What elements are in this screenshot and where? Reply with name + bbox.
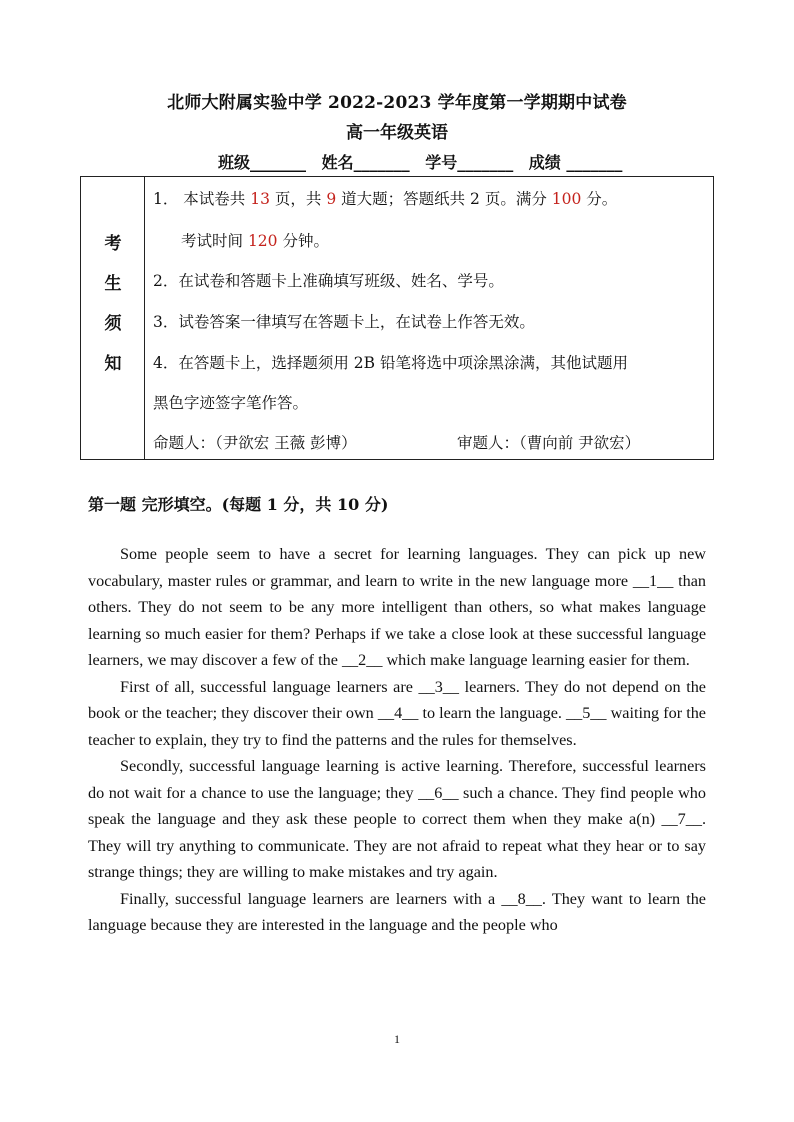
- exam-subtitle: 高一年级英语: [346, 123, 448, 143]
- page-title: 北师大附属实验中学 2022-2023 学年度第一学期期中试卷: [167, 93, 627, 113]
- notice-label-char: 考: [104, 234, 122, 254]
- student-id-field: 学号_______: [425, 153, 514, 172]
- exam-duration: 120: [247, 232, 278, 250]
- page-number: 1: [394, 1032, 400, 1046]
- notice-label-char: 须: [104, 314, 122, 334]
- notice-authors: 命题人：（尹欲宏 王薇 彭博）: [153, 434, 357, 452]
- notice-item-1-cont: 考试时间 120 分钟。: [181, 232, 329, 250]
- cloze-passage: [88, 541, 706, 939]
- notice-item-3: 3．试卷答案一律填写在答题卡上，在试卷上作答无效。: [153, 313, 535, 331]
- passage-paragraph: Finally, successful language learners are learners with a __8__. They want to learn the language because they are interested in the language and the people who: [88, 889, 706, 934]
- name-field: 姓名_______: [321, 153, 410, 172]
- page-count: 13: [250, 190, 270, 208]
- notice-label-char: 知: [104, 354, 122, 374]
- notice-item-1: 1． 本试卷共 13 页，共 9 道大题；答题纸共 2 页。满分 100 分。: [153, 190, 618, 208]
- passage-paragraph: First of all, successful language learners are __3__ learners. They do not depend on the book or the teacher; they discover their own __4__ to learn the language. __5__ waiting for the teacher to explain, they try to find the patterns and the rules for themselves.: [88, 677, 706, 749]
- notice-reviewers: 审题人：（曹向前 尹欲宏）: [457, 434, 641, 452]
- student-info-line: [218, 150, 632, 173]
- notice-label-char: 生: [104, 274, 122, 294]
- passage-paragraph: Secondly, successful language learning is active learning. Therefore, successful learners do not wait for a chance to use the language; they __6__ such a chance. They find people who speak the language and they ask these people to correct them when they make a(n) __7__. They will try anything to communicate. They are not afraid to repeat what they hear or to say strange things; they are willing to make mistakes and try again.: [88, 757, 706, 881]
- section-count: 9: [326, 190, 337, 208]
- notice-item-4: 4．在答题卡上，选择题须用 2B 铅笔将选中项涂黑涂满，其他试题用: [153, 354, 628, 372]
- notice-item-2: 2．在试卷和答题卡上准确填写班级、姓名、学号。: [153, 272, 504, 290]
- notice-label-column: [81, 177, 145, 459]
- score-field: 成绩 _______: [528, 153, 623, 172]
- notice-item-4-cont: 黑色字迹签字笔作答。: [153, 394, 309, 412]
- full-score: 100: [551, 190, 582, 208]
- exam-notice-table: [80, 176, 714, 460]
- section-heading: 第一题 完形填空。(每题 1 分，共 10 分): [88, 495, 389, 514]
- class-field: 班级_______: [218, 153, 307, 172]
- passage-paragraph: Some people seem to have a secret for learning languages. They can pick up new vocabulary, master rules or grammar, and learn to write in the new language more __1__ than others. They do not seem to be any more intelligent than others, so what makes language learning so much easier for them? Perhaps if we take a close look at these successful language learners, we may discover a few of the __2__ which make language learning easier for them.: [88, 545, 706, 669]
